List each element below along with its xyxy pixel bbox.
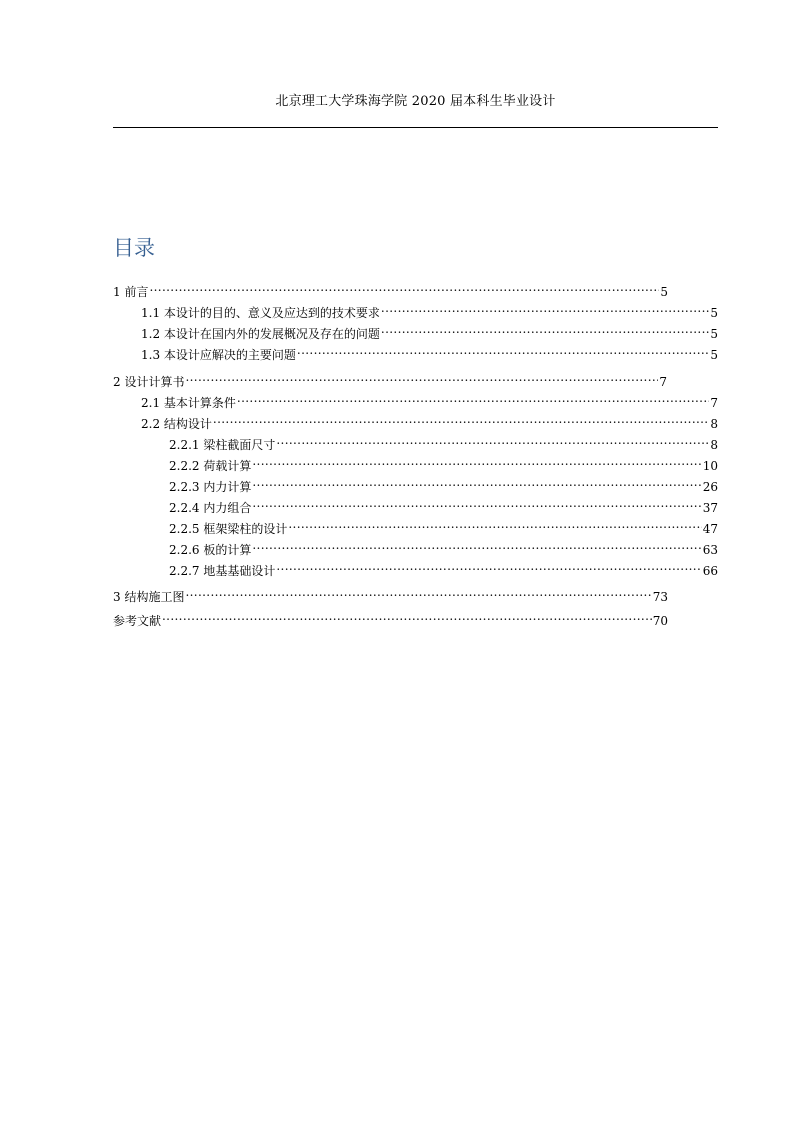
- toc-entry-1-1[interactable]: [141, 297, 718, 320]
- toc-leader-dots: [185, 581, 651, 601]
- toc-entry-title: 2.2.7 地基基础设计: [169, 564, 276, 578]
- toc-entry-2-1[interactable]: [141, 387, 718, 410]
- toc-entry-title: 2.1 基本计算条件: [141, 396, 236, 410]
- toc-heading: 目录: [113, 236, 155, 260]
- toc-entry-title: 1.3 本设计应解决的主要问题: [141, 348, 296, 362]
- toc-entry-title: 2.2.3 内力计算: [169, 480, 252, 494]
- toc-entry-title: 参考文献: [113, 614, 162, 628]
- toc-leader-dots: [252, 450, 701, 470]
- toc-entry-3[interactable]: [113, 581, 668, 604]
- toc-entry-page: 73: [652, 590, 668, 604]
- toc-leader-dots: [276, 555, 701, 575]
- toc-entry-title: 2 设计计算书: [113, 375, 185, 389]
- toc-entry-2-2-3[interactable]: [169, 471, 718, 494]
- toc-entry-2[interactable]: [113, 366, 667, 389]
- toc-entry-title: 2.2.5 框架梁柱的设计: [169, 522, 288, 536]
- toc-entry-page: 26: [702, 480, 718, 494]
- toc-entry-1[interactable]: [113, 276, 668, 299]
- toc-leader-dots: [252, 471, 701, 491]
- toc-entry-2-2-7[interactable]: [169, 555, 718, 578]
- header-rule: [113, 127, 718, 128]
- toc-entry-1-3[interactable]: [141, 339, 718, 362]
- toc-entry-references[interactable]: [113, 605, 668, 628]
- toc-entry-page: 47: [702, 522, 718, 536]
- toc-entry-title: 2.2 结构设计: [141, 417, 212, 431]
- toc-entry-2-2-1[interactable]: [169, 429, 718, 452]
- toc-leader-dots: [213, 408, 709, 428]
- toc-entry-page: 5: [710, 306, 718, 320]
- toc-leader-dots: [149, 276, 659, 296]
- toc-entry-title: 2.2.6 板的计算: [169, 543, 252, 557]
- toc-entry-title: 2.2.4 内力组合: [169, 501, 252, 515]
- toc-entry-page: 8: [710, 417, 718, 431]
- toc-entry-page: 7: [659, 375, 667, 389]
- toc-entry-page: 70: [652, 614, 668, 628]
- toc-entry-2-2-2[interactable]: [169, 450, 718, 473]
- toc-leader-dots: [252, 492, 701, 512]
- page-header: 北京理工大学珠海学院 2020 届本科生毕业设计: [275, 94, 556, 109]
- toc-entry-page: 37: [702, 501, 718, 515]
- toc-entry-2-2[interactable]: [141, 408, 718, 431]
- toc-entry-title: 2.2.2 荷载计算: [169, 459, 252, 473]
- toc-entry-title: 2.2.1 梁柱截面尺寸: [169, 438, 276, 452]
- toc-entry-title: 1.1 本设计的目的、意义及应达到的技术要求: [141, 306, 380, 320]
- toc-entry-2-2-5[interactable]: [169, 513, 718, 536]
- toc-entry-title: 3 结构施工图: [113, 590, 185, 604]
- toc-entry-2-2-4[interactable]: [169, 492, 718, 515]
- toc-leader-dots: [276, 429, 709, 449]
- toc-entry-page: 5: [710, 348, 718, 362]
- toc-entry-page: 7: [710, 396, 718, 410]
- toc-leader-dots: [162, 605, 652, 625]
- toc-leader-dots: [288, 513, 701, 533]
- toc-entry-title: 1.2 本设计在国内外的发展概况及存在的问题: [141, 327, 380, 341]
- toc-entry-page: 8: [710, 438, 718, 452]
- toc-entry-page: 63: [702, 543, 718, 557]
- toc-entry-page: 66: [702, 564, 718, 578]
- toc-leader-dots: [381, 297, 709, 317]
- toc-entry-2-2-6[interactable]: [169, 534, 718, 557]
- toc-entry-1-2[interactable]: [141, 318, 718, 341]
- toc-entry-page: 5: [660, 285, 668, 299]
- toc-leader-dots: [185, 366, 658, 386]
- toc-leader-dots: [237, 387, 709, 407]
- toc-leader-dots: [252, 534, 701, 554]
- toc-leader-dots: [381, 318, 709, 338]
- toc-entry-page: 10: [702, 459, 718, 473]
- toc-leader-dots: [297, 339, 709, 359]
- toc-entry-title: 1 前言: [113, 285, 149, 299]
- toc-entry-page: 5: [710, 327, 718, 341]
